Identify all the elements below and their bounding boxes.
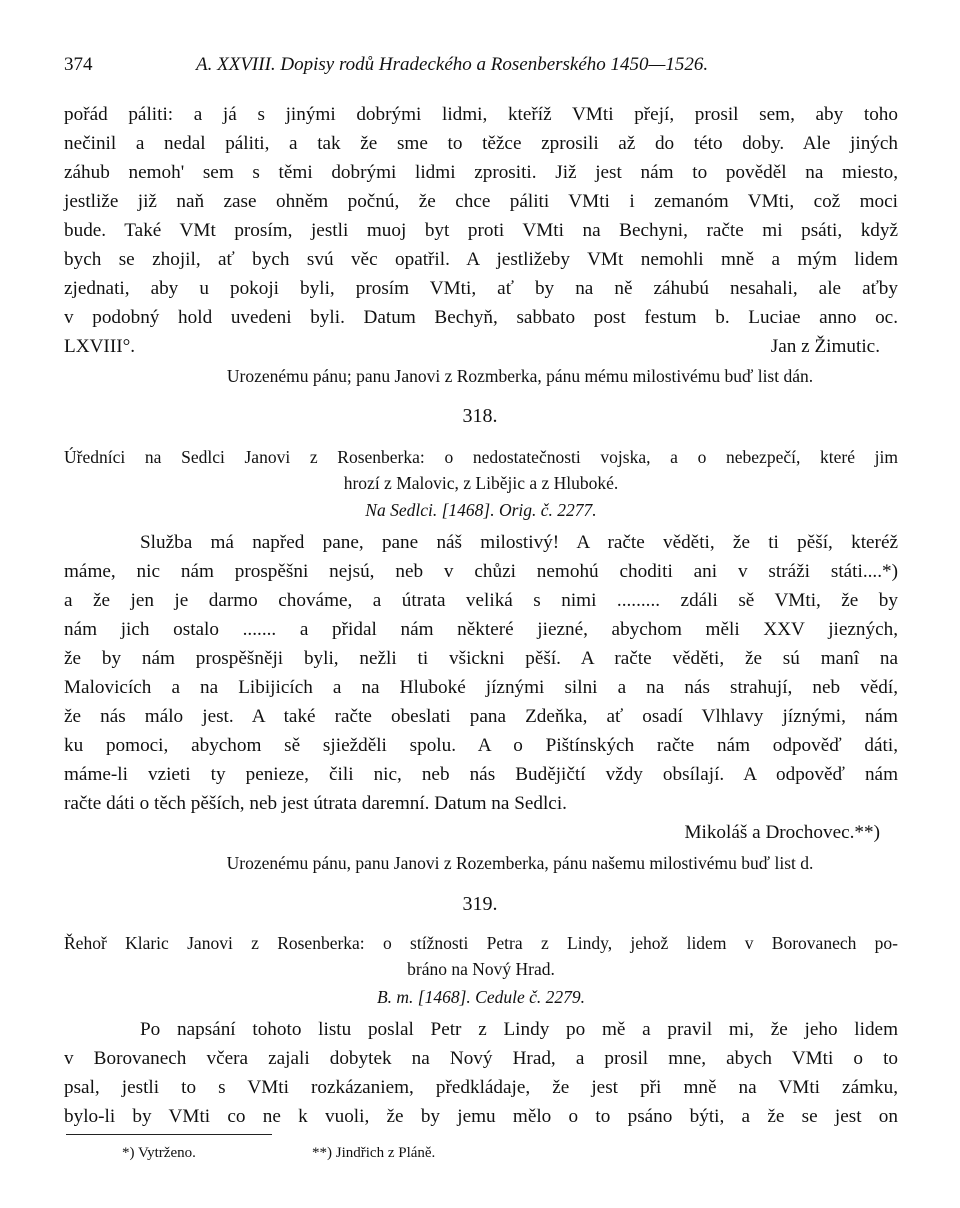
body-line: bude. Také VMt prosím, jestli muoj byt proti VMti na Bechyni, račte mi psáti, když — [64, 220, 898, 241]
body-line: že nás málo jest. A také račte obeslati pana Zdeňka, ať osadí Vlhlavy jíznými, nám — [64, 706, 898, 727]
address-line: Urozenému pánu, panu Janovi z Rozemberka, pánu našemu milostivému buď list d. — [226, 853, 814, 873]
footnote: **) Jindřich z Pláně. — [312, 1145, 436, 1161]
summary-line: Řehoř Klaric Janovi z Rosenberka: o stížnosti Petra z Lindy, jehož lidem v Borovanech po- — [64, 933, 898, 953]
page-header — [64, 54, 900, 84]
body-line: zjednati, aby u pokoji byli, prosím VMti, ať by na ně záhubú nesahali, ale aťby — [64, 278, 898, 299]
running-title: A. XXVIII. Dopisy rodů Hradeckého a Rosenberského 1450—1526. — [196, 54, 709, 75]
summary-line: hrozí z Malovic, z Libějic a z Hluboké. — [343, 473, 619, 493]
footnote-rule — [66, 1134, 272, 1135]
letter-number: 319. — [462, 893, 498, 915]
letter-number: 318. — [462, 405, 498, 427]
source-reference: B. m. [1468]. Cedule č. 2279. — [376, 987, 586, 1007]
body-line: ku pomoci, abychom sě sjiežděli spolu. A o Pištínských račte nám odpověď dáti, — [64, 735, 898, 756]
address-line: Urozenému pánu; panu Janovi z Rozmberka, pánu mému milostivému buď list dán. — [226, 366, 814, 386]
footnote: *) Vytrženo. — [122, 1145, 196, 1161]
body-line: že by nám prospěšněji byli, nežli ti všickni pěší. A račte věděti, že sú manî na — [64, 648, 898, 669]
body-line: pořád páliti: a já s jinými dobrými lidmi, kteříž VMti přejí, prosil sem, aby toho — [64, 104, 898, 125]
body-line: psal, jestli to s VMti rozkázaniem, předkládaje, že jest při mně na VMti zámku, — [64, 1077, 898, 1098]
body-line: máme, nic nám prospěšni nejsú, neb v chůzi nemohú choditi ani v stráži státi....*) — [64, 561, 898, 582]
signature: Jan z Žimutic. — [770, 336, 880, 357]
summary-line: Úředníci na Sedlci Janovi z Rosenberka: o nedostatečnosti vojska, a o nebezpečí, které jim — [64, 447, 898, 467]
body-line: a že jen je darmo chováme, a útrata veliká s nimi ......... zdáli sě VMti, že by — [64, 590, 898, 611]
body-line: Služba má napřed pane, pane náš milostivý! A račte věděti, že ti pěší, kteréž — [140, 532, 898, 553]
body-line: bylo-li by VMti co ne k vuoli, že by jemu mělo o to psáno býti, a že se jest on — [64, 1106, 898, 1127]
body-line: račte dáti o těch pěších, neb jest útrata daremní. Datum na Sedlci. — [64, 793, 567, 814]
body-line: v podobný hold uvedeni byli. Datum Bechyň, sabbato post festum b. Luciae anno oc. — [64, 307, 898, 328]
source-reference: Na Sedlci. [1468]. Orig. č. 2277. — [365, 500, 597, 520]
body-line: bych se zhojil, ať bych svú věc opatřil. A jestližeby VMt nemohli mně a mým lidem — [64, 249, 898, 270]
signature: Mikoláš a Drochovec.**) — [684, 822, 880, 843]
body-line: nám jich ostalo ....... a přidal nám některé jiezné, abychom měli XXV jiezných, — [64, 619, 898, 640]
summary-line: bráno na Nový Hrad. — [407, 959, 555, 979]
body-line: Po napsání tohoto listu poslal Petr z Lindy po mě a pravil mi, že jeho lidem — [140, 1019, 898, 1040]
body-line: nečinil a nedal páliti, a tak že sme to těžce zprosili až do této doby. Ale jiných — [64, 133, 898, 154]
body-line: máme-li vzieti ty penieze, čili nic, neb nás Budějičtí vždy obsílají. A odpověď nám — [64, 764, 898, 785]
body-line: Malovicích a na Libijicích a na Hluboké jíznými silni a na nás strahují, neb vědí, — [64, 677, 898, 698]
date-end: LXVIII°. — [64, 336, 136, 357]
body-line: jestliže již naň zase ohněm počnú, že chce páliti VMti i zemanóm VMti, což moci — [64, 191, 898, 212]
page-number: 374 — [64, 54, 93, 75]
body-line: záhub nemoh' sem s těmi dobrými lidmi zprositi. Již jest nám to pověděl na miesto, — [64, 162, 898, 183]
body-line: v Borovanech včera zajali dobytek na Nový Hrad, a prosil mne, abych VMti o to — [64, 1048, 898, 1069]
